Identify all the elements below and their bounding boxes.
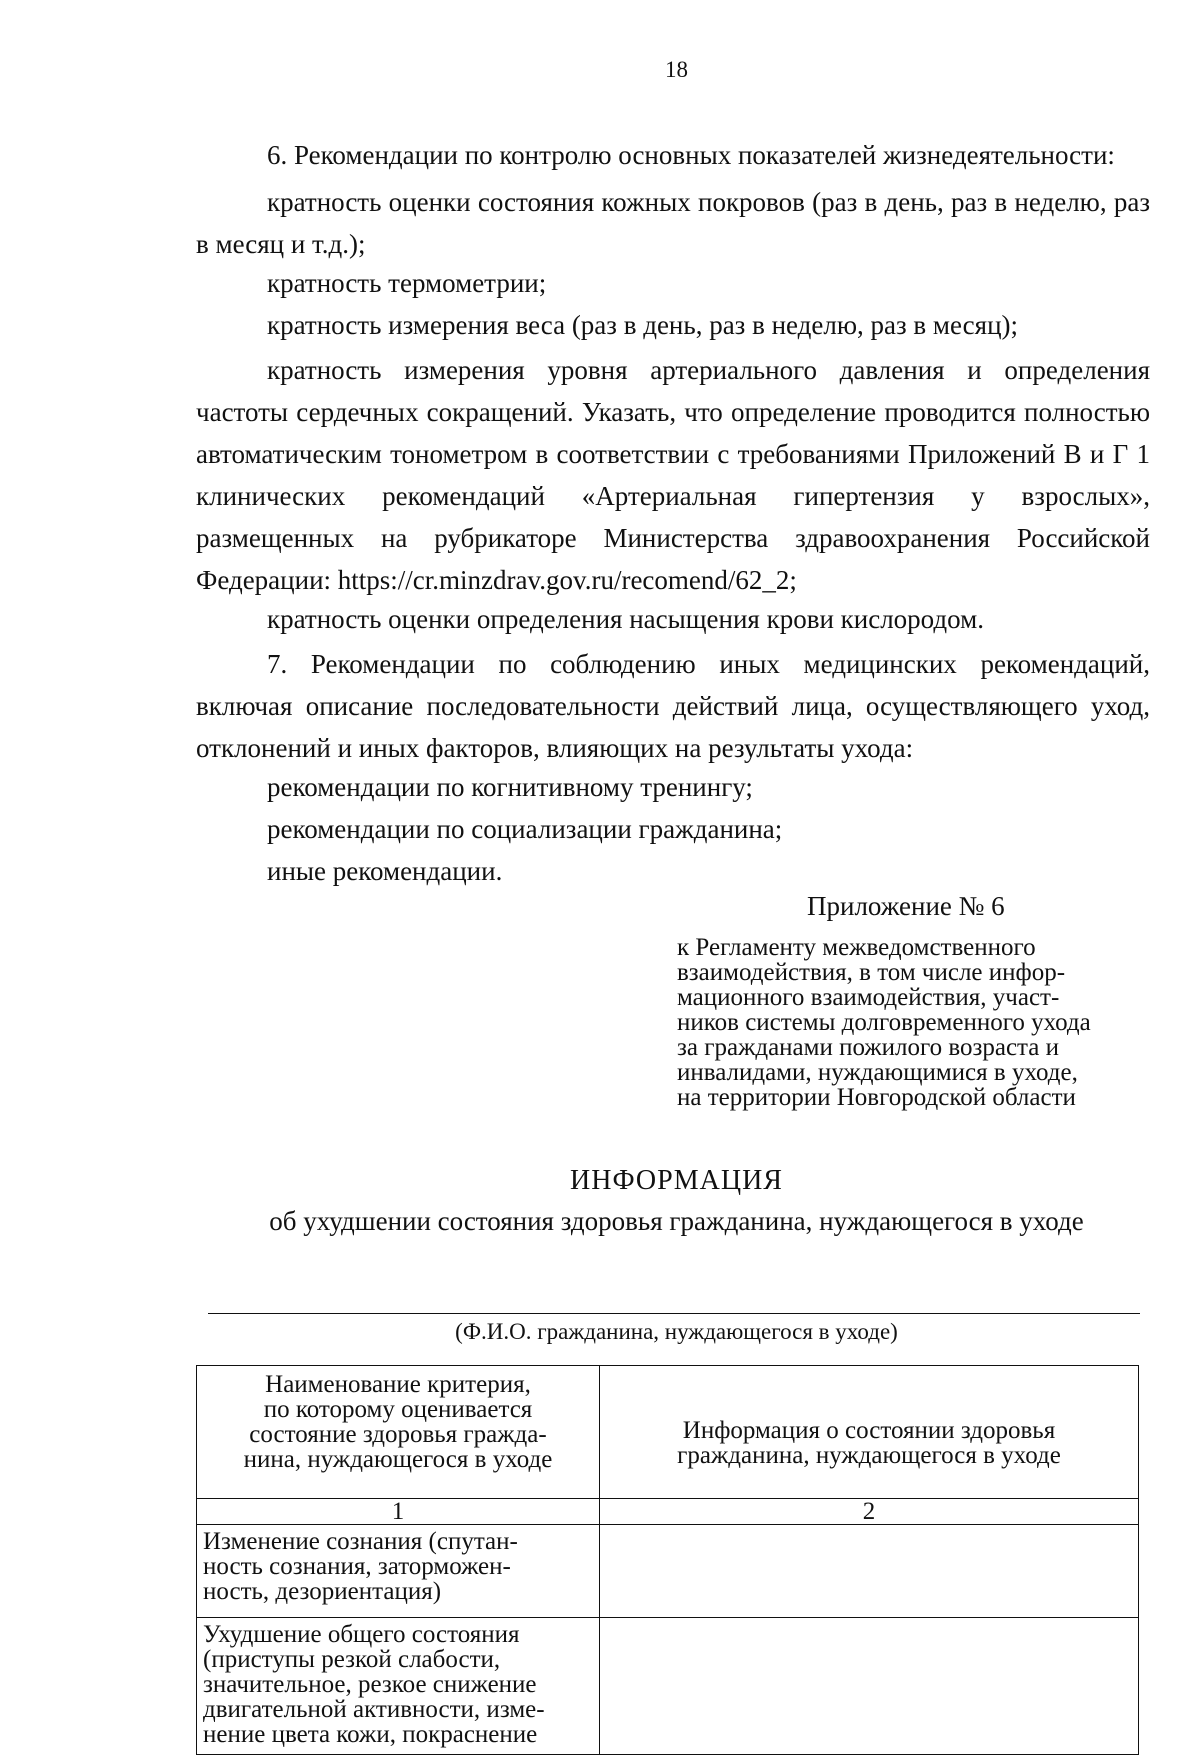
section6-item-thermometry: кратность термометрии; <box>267 268 547 298</box>
criterion-cell <box>197 1525 600 1618</box>
header-health-info <box>600 1366 1139 1499</box>
section6-heading: 6. Рекомендации по контролю основных показателей жизнедеятельности: <box>267 140 1115 170</box>
section6-item-pressure: кратность измерения уровня артериального давления и определения частоты сердечных сокращений. Указать, что определение проводится полностью автоматическим тонометром в соответствии с требованиями Приложений В и Г 1 клинических рекомендаций «Артериальная гипертензия у взрослых», размещенных на рубрикаторе Министерства здравоохранения Российской Федерации: https://cr.minzdrav.gov.ru/recomend/62_2; <box>196 355 1150 595</box>
section6-item-oxygen: кратность оценки определения насыщения крови кислородом. <box>267 604 984 634</box>
annex-description <box>677 935 1155 1110</box>
page-number: 18 <box>665 57 688 82</box>
criterion-line: (приступы резкой слабости, <box>203 1646 501 1673</box>
annex-title: Приложение № 6 <box>807 891 1005 921</box>
header-criterion-line: нина, нуждающегося в уходе <box>243 1446 553 1473</box>
criterion-line: Изменение сознания (спутан- <box>203 1528 518 1555</box>
header-criterion-line: по которому оценивается <box>263 1396 533 1423</box>
section7-item-socialization: рекомендации по социализации гражданина; <box>267 814 783 844</box>
header-criterion <box>197 1366 600 1499</box>
section6-item-skin: кратность оценки состояния кожных покровов (раз в день, раз в неделю, раз в месяц и т.д.); <box>196 187 1150 259</box>
table-header-row <box>197 1366 1139 1499</box>
header-info-line: Информация о состоянии здоровья <box>682 1417 1056 1444</box>
health-info-cell[interactable] <box>600 1525 1139 1618</box>
annex-line: на территории Новгородской области <box>677 1084 1076 1111</box>
column-number: 2 <box>600 1499 1139 1525</box>
table-row <box>197 1618 1139 1755</box>
annex-line: мационного взаимодействия, участ- <box>677 984 1060 1011</box>
fio-caption: (Ф.И.О. гражданина, нуждающегося в уходе) <box>455 1319 898 1344</box>
header-criterion-line: Наименование критерия, <box>265 1371 531 1398</box>
table-number-row <box>197 1499 1139 1525</box>
criterion-line: ность сознания, заторможен- <box>203 1553 511 1580</box>
criterion-cell <box>197 1618 600 1755</box>
form-title: ИНФОРМАЦИЯ <box>570 1165 783 1196</box>
section7-item-cognitive: рекомендации по когнитивному тренингу; <box>267 772 753 802</box>
criterion-line: ность, дезориентация) <box>203 1578 442 1605</box>
form-subtitle: об ухудшении состояния здоровья гражданина, нуждающегося в уходе <box>269 1206 1084 1236</box>
header-criterion-line: состояние здоровья гражда- <box>249 1421 547 1448</box>
health-info-cell[interactable] <box>600 1618 1139 1755</box>
fio-underline <box>208 1313 1140 1314</box>
criterion-line: Ухудшение общего состояния <box>203 1621 520 1648</box>
annex-line: за гражданами пожилого возраста и <box>677 1034 1060 1061</box>
header-info-line: гражданина, нуждающегося в уходе <box>677 1442 1061 1469</box>
annex-line: ников системы долговременного ухода <box>677 1009 1091 1036</box>
criterion-line: нение цвета кожи, покраснение <box>203 1721 538 1748</box>
section7-heading: 7. Рекомендации по соблюдению иных медицинских рекомендаций, включая описание последовательности действий лица, осуществляющего уход, отклонений и иных факторов, влияющих на результаты ухода: <box>196 649 1150 763</box>
section7-item-other: иные рекомендации. <box>267 856 503 886</box>
table-row <box>197 1525 1139 1618</box>
annex-line: взаимодействия, в том числе инфор- <box>677 959 1066 986</box>
section6-item-weight: кратность измерения веса (раз в день, раз в неделю, раз в месяц); <box>267 310 1019 340</box>
criterion-line: значительное, резкое снижение <box>203 1671 537 1698</box>
health-criteria-table <box>196 1365 1139 1755</box>
annex-line: к Регламенту межведомственного <box>677 934 1036 961</box>
column-number: 1 <box>197 1499 600 1525</box>
annex-line: инвалидами, нуждающимися в уходе, <box>677 1059 1078 1086</box>
criterion-line: двигательной активности, изме- <box>203 1696 545 1723</box>
